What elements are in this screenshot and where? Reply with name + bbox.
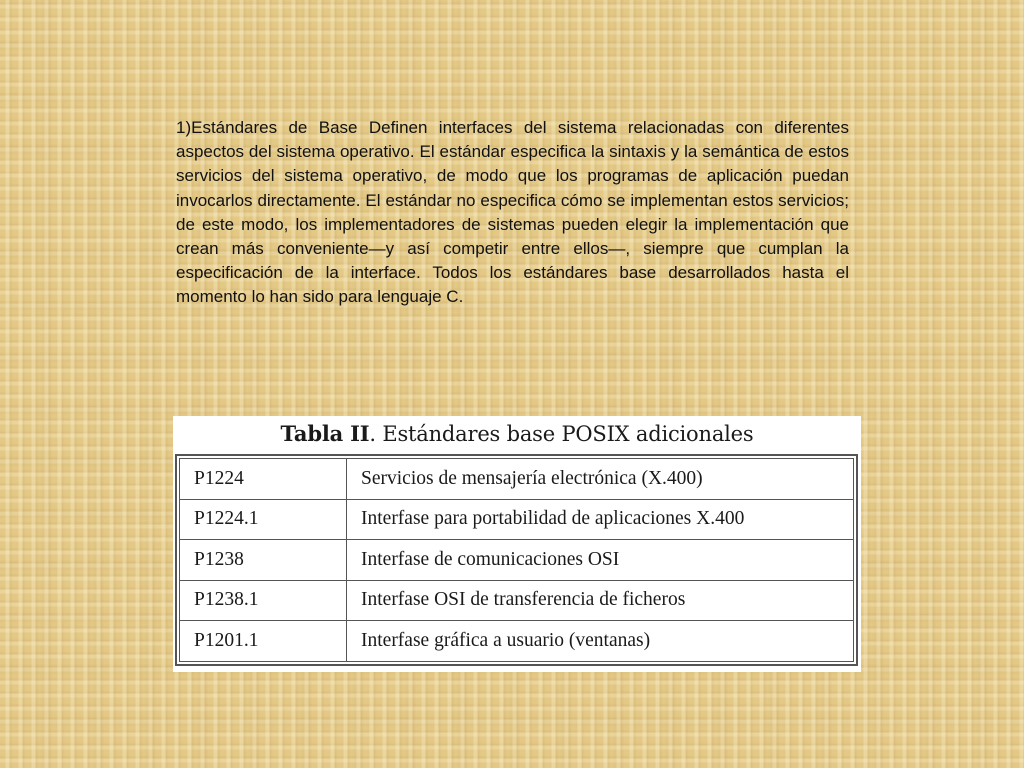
- table-row: [180, 459, 854, 500]
- body-paragraph: 1)Estándares de Base Definen interfaces del sistema relacionadas con diferentes aspectos del sistema operativo. El estándar especifica la sintaxis y la semántica de estos servicios del sistema operativo, de modo que los programas de aplicación puedan invocarlos directamente. El estándar no especifica cómo se implementan estos servicios; de este modo, los implementadores de sistemas pueden elegir la implementación que crean más conveniente—y así competir entre ellos—, siempre que cumplan la especificación de la interface. Todos los estándares base desarrollados hasta el momento lo han sido para lenguaje C.: [176, 118, 849, 307]
- standard-code: P1201.1: [180, 621, 347, 662]
- posix-standards-table: [175, 454, 858, 666]
- table-caption-text: . Estándares base POSIX adicionales: [369, 422, 754, 446]
- table-row: [180, 499, 854, 540]
- table-row: [180, 580, 854, 621]
- standard-code: P1238: [180, 540, 347, 581]
- table-row: [180, 621, 854, 662]
- standard-code: P1224.1: [180, 499, 347, 540]
- table-caption-label: Tabla II: [280, 421, 370, 446]
- standard-code: P1238.1: [180, 580, 347, 621]
- posix-table-figure: [173, 416, 861, 672]
- standard-code: P1224: [180, 459, 347, 500]
- standard-description: Interfase de comunicaciones OSI: [347, 540, 854, 581]
- standard-description: Interfase gráfica a usuario (ventanas): [347, 621, 854, 662]
- table-caption: [173, 421, 861, 446]
- standard-description: Servicios de mensajería electrónica (X.400): [347, 459, 854, 500]
- table-row: [180, 540, 854, 581]
- standard-description: Interfase OSI de transferencia de ficheros: [347, 580, 854, 621]
- standard-description: Interfase para portabilidad de aplicaciones X.400: [347, 499, 854, 540]
